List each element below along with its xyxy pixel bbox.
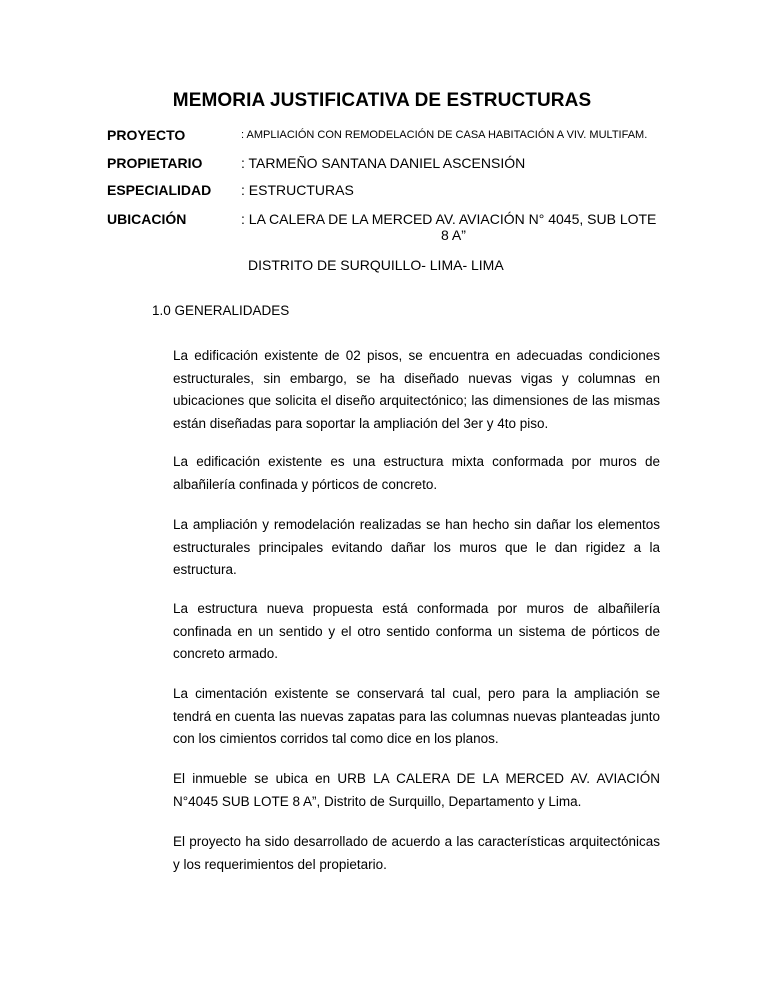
document-title-text: MEMORIA JUSTIFICATIVA DE ESTRUCTURAS [172, 90, 592, 111]
field-label-proyecto: PROYECTO [107, 127, 186, 143]
paragraph-6: El inmueble se ubica en URB LA CALERA DE LA MERCED AV. AVIACIÓN N°4045 SUB LOTE 8 A”, Distrito de Surquillo, Departamento y Lima. [173, 771, 660, 809]
paragraph-4: La estructura nueva propuesta está conformada por muros de albañilería confinada en un sentido y el otro sentido conforma un sistema de pórticos de concreto armado. [173, 601, 660, 661]
field-label-especialidad: ESPECIALIDAD [107, 182, 212, 198]
field-value-proyecto: : AMPLIACIÓN CON REMODELACIÓN DE CASA HABITACIÓN A VIV. MULTIFAM. [241, 129, 648, 141]
paragraph-5: La cimentación existente se conservará tal cual, pero para la ampliación se tendrá en cuenta las nuevas zapatas para las columnas nuevas planteadas junto con los cimientos corridos tal como dice en los planos. [173, 686, 660, 746]
paragraph-7: El proyecto ha sido desarrollado de acuerdo a las características arquitectónicas y los requerimientos del propietario. [173, 834, 660, 872]
field-label-propietario: PROPIETARIO [107, 155, 203, 171]
section-heading: 1.0 GENERALIDADES [152, 303, 290, 318]
document-title [0, 90, 768, 112]
field-value-ubicacion-line3: DISTRITO DE SURQUILLO- LIMA- LIMA [248, 257, 504, 273]
field-value-ubicacion-line2: 8 A” [441, 227, 466, 243]
field-value-ubicacion: : LA CALERA DE LA MERCED AV. AVIACIÓN N° 4045, SUB LOTE [241, 211, 657, 227]
field-value-propietario: : TARMEÑO SANTANA DANIEL ASCENSIÓN [241, 155, 526, 171]
paragraph-2: La edificación existente es una estructura mixta conformada por muros de albañilería confinada y pórticos de concreto. [173, 454, 660, 492]
field-value-especialidad: : ESTRUCTURAS [241, 182, 354, 198]
paragraph-3: La ampliación y remodelación realizadas se han hecho sin dañar los elementos estructurales principales evitando dañar los muros que le dan rigidez a la estructura. [173, 517, 660, 577]
field-label-ubicacion: UBICACIÓN [107, 211, 187, 227]
paragraph-1: La edificación existente de 02 pisos, se encuentra en adecuadas condiciones estructurales, sin embargo, se ha diseñado nuevas vigas y columnas en ubicaciones que solicita el diseño arquitectónico; las dimensiones de las mismas están diseñadas para soportar la ampliación del 3er y 4to piso. [173, 348, 660, 431]
